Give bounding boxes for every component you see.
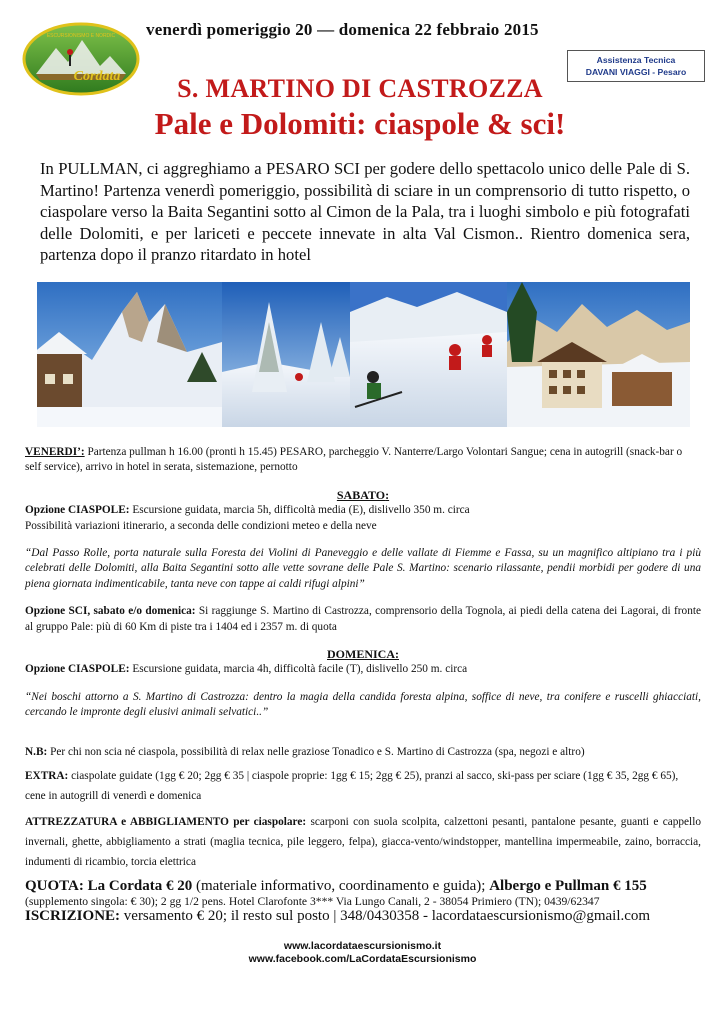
hotel-info: (supplemento singola: € 30); 2 gg 1/2 pens. Hotel Clarofonte 3*** Via Lungo Canali, 2 - 38054 Primiero (TN); 0439/62347 (25, 895, 600, 909)
snowshoe-option-text: Escursione guidata, marcia 5h, difficoltà media (E), dislivello 350 m. circa (129, 504, 470, 517)
hotel-price: Albergo e Pullman € 155 (489, 878, 647, 895)
intro-paragraph: In PULLMAN, ci aggreghiamo a PESARO SCI per godere dello spettacolo unico delle Pale di S. Martino! Partenza venerdì pomeriggio, possibilità di sciare in un comprensorio di tutto rispetto, o ciaspolare verso la Baita Segantini sotto al Cimon de la Pala, tra i luoghi simbolo e più fotografati delle Dolomiti, e per lariceti e peccete innevate in alta Val Cismon.. Rientro domenica sera, partenza dopo il pranzo ritardato in hotel (40, 159, 690, 264)
extra-note (25, 766, 701, 806)
snowshoe-option-label: Opzione CIASPOLE: (25, 504, 130, 517)
sunday-option-label: Opzione CIASPOLE: (25, 663, 130, 676)
page-subtitle: Pale e Dolomiti: ciaspole & sci! (154, 106, 566, 141)
extra-text: ciaspolate guidate (1gg € 20; 2gg € 35 | ciaspole proprie: 1gg € 15; 2gg € 25), pranzi al sacco, ski-pass per sciare (1gg € 35, 2gg € 65), cene in autogrill di venerdì e domenica (25, 770, 679, 803)
sunday-snowshoe (25, 662, 701, 677)
logo-name: Cordata (73, 69, 121, 84)
nb-label: N.B: (25, 745, 48, 758)
sunday-quote: “Nei boschi attorno a S. Martino di Castrozza: dentro la magia della candida foresta alpina, soffice di neve, tra conifere e ruscelli ghiacciati, cercando le impronte degli elusivi animali selvatici..” (25, 690, 701, 719)
extra-label: EXTRA: (25, 770, 69, 783)
price-label: QUOTA: La Cordata € 20 (25, 878, 193, 895)
sunday-heading-colon: : (395, 647, 399, 662)
nb-note (25, 745, 701, 760)
friday-label: VENERDI’: (25, 446, 85, 458)
registration-label: ISCRIZIONE: (25, 908, 121, 925)
assist-line-1: Assistenza Tecnica (596, 55, 676, 65)
equipment-label: ATTREZZATURA e ABBIGLIAMENTO per ciaspolare: (25, 816, 307, 829)
saturday-quote: “Dal Passo Rolle, porta naturale sulla Foresta dei Violini di Paneveggio e delle vallate di Fiemme e Fassa, su un magnifico altipiano tra i più celebrati delle Dolomiti, alla Baita Segantini sotto alle vette sovrane delle Pale S. Martino: scenario rilassante, pendii morbidi per godere di una piena giornata indimenticabile, tanta neve con tappe ai caldi rifugi alpini” (25, 547, 701, 590)
sunday-option-text: Escursione guidata, marcia 4h, difficoltà facile (T), dislivello 250 m. circa (129, 663, 468, 676)
nb-text: Per chi non scia né ciaspola, possibilità di relax nelle graziose Tonadico e S. Martino di Castrozza (spa, negozi e altro) (47, 745, 585, 758)
saturday-variations: Possibilità variazioni itinerario, a seconda delle condizioni meteo e della neve (25, 519, 377, 532)
mountain-photos (37, 282, 690, 427)
event-dates: venerdì pomeriggio 20 — domenica 22 febbraio 2015 (146, 20, 539, 39)
assistance-box (567, 50, 705, 82)
cordata-logo (22, 22, 140, 96)
saturday-heading-colon: : (385, 487, 390, 502)
registration-text: versamento € 20; il resto sul posto | 348/0430358 - lacordataescursionismo@gmail.com (120, 908, 651, 925)
page-title: S. MARTINO DI CASTROZZA (177, 74, 543, 103)
price-line (25, 878, 701, 895)
facebook-link[interactable]: www.facebook.com/LaCordataEscursionismo (248, 953, 477, 965)
saturday-heading (25, 488, 701, 503)
website-link[interactable]: www.lacordataescursionismo.it (283, 940, 442, 952)
ski-option-label: Opzione SCI, sabato e/o domenica: (25, 605, 196, 618)
assist-line-2: DAVANI VIAGGI - Pesaro (585, 67, 687, 77)
ski-option-text: Si raggiunge S. Martino di Castrozza, comprensorio della Tognola, ai piedi della catena dei Lagorai, di fronte al gruppo Pale: più di 60 Km di piste tra i 1404 ed i 2357 m. di quota (25, 605, 702, 633)
price-text: (materiale informativo, coordinamento e guida); (192, 878, 490, 895)
sunday-heading-text: DOMENICA (327, 647, 395, 662)
equipment-note (25, 812, 701, 872)
registration-line (25, 908, 701, 925)
equipment-text: scarponi con suola scolpita, calzettoni pesanti, pantalone pesante, guanti e cappello invernali, ghette, abbigliamento a strati (maglia tecnica, pile leggero, felpa), giacca-vento/windstopper, mantellina impermeabile, zaino, borraccia, indumenti di ricambio, torcia elettrica (25, 816, 701, 869)
friday-section (25, 445, 701, 476)
sunday-heading (25, 647, 701, 662)
friday-text: Partenza pullman h 16.00 (pronti h 15.45) PESARO, parcheggio V. Nanterre/Largo Volontari Sangue; cena in autogrill (snack-bar o self service), arrivo in hotel in serata, sistemazione, pernotto (25, 446, 683, 474)
logo-caption: ESCURSIONISMO E NORDIC (46, 33, 116, 39)
ski-option (25, 604, 701, 635)
saturday-heading-text: SABATO (336, 487, 386, 502)
footer-links (0, 940, 725, 966)
saturday-snowshoe (25, 503, 701, 518)
program-details (25, 445, 701, 925)
